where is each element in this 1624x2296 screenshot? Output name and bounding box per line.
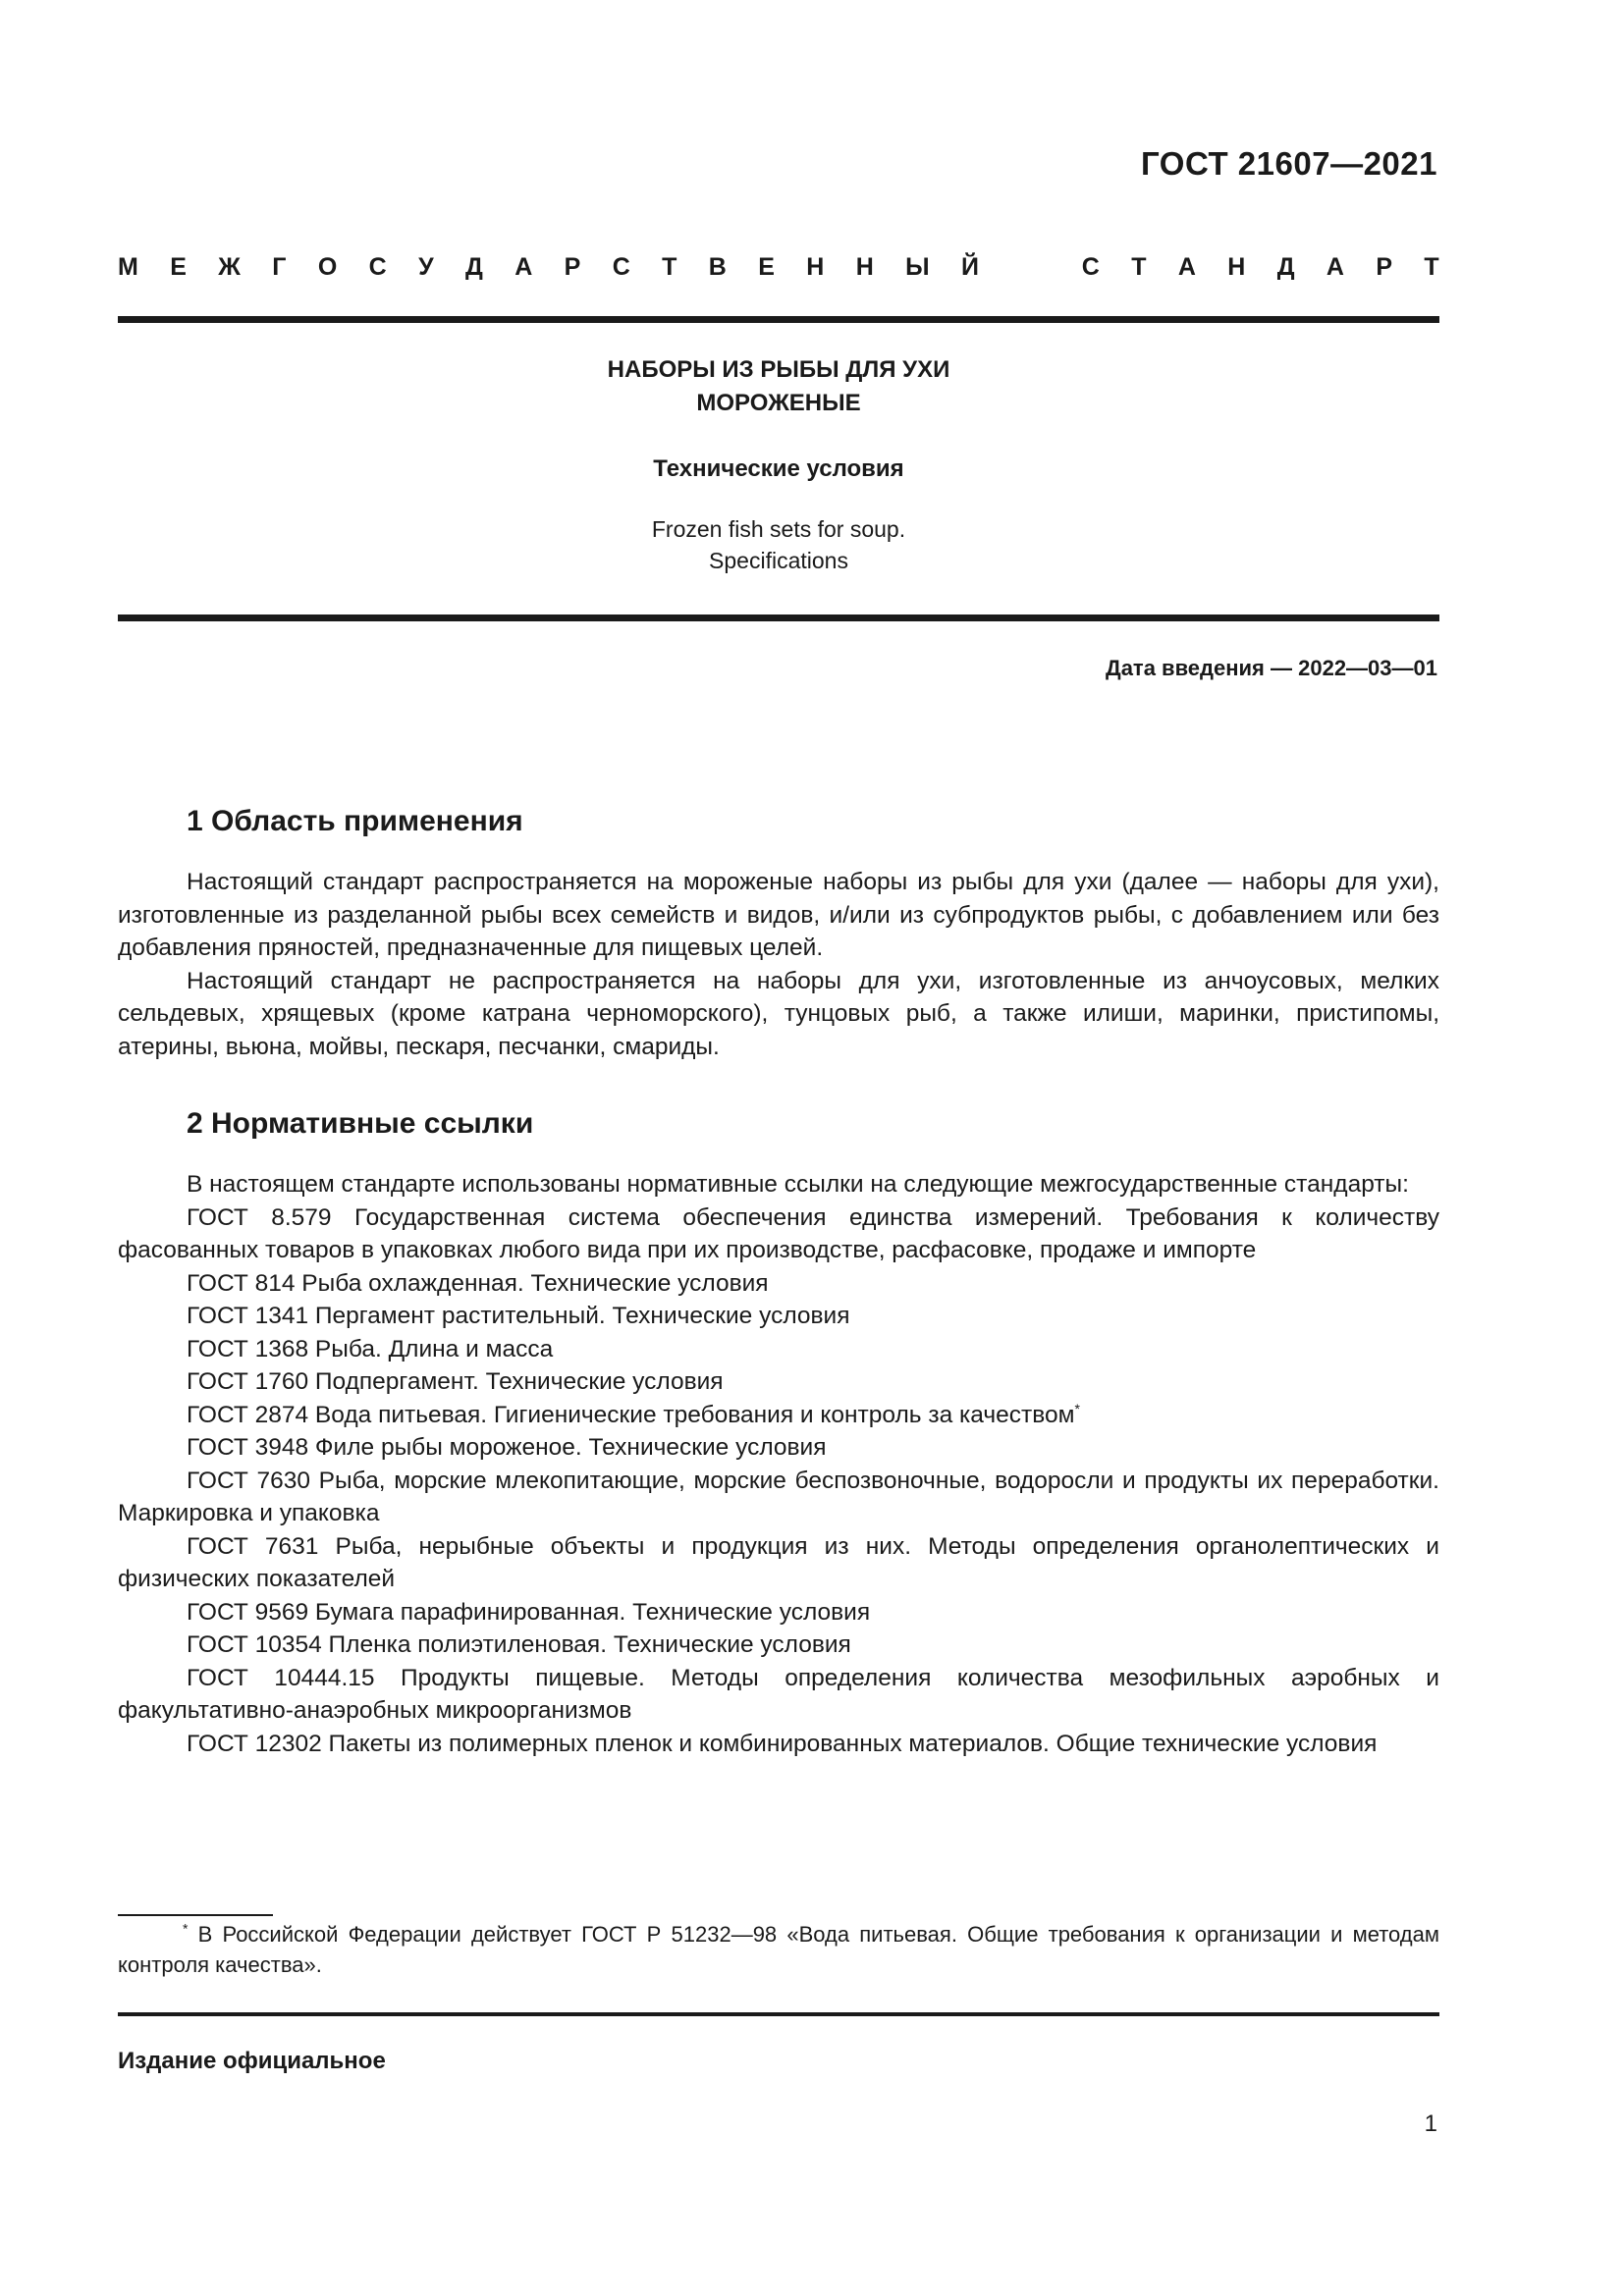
header-letter: В <box>708 253 727 281</box>
top-divider <box>118 316 1439 323</box>
header-letter: Т <box>1131 253 1147 281</box>
bottom-divider <box>118 2012 1439 2016</box>
normative-ref: ГОСТ 814 Рыба охлажденная. Технические условия <box>187 1269 769 1297</box>
title-divider <box>118 614 1439 621</box>
header-letter: Т <box>662 253 677 281</box>
header-letter: Д <box>465 253 483 281</box>
footnote-marker: * <box>183 1920 189 1937</box>
footnote-divider <box>118 1914 273 1916</box>
header-letter: Н <box>855 253 874 281</box>
title-line-2: МОРОЖЕНЫЕ <box>696 390 861 416</box>
header-letter: Г <box>272 253 287 281</box>
section-2-heading: 2 Нормативные ссылки <box>187 1107 534 1140</box>
header-letter: А <box>1326 253 1344 281</box>
header-letter: Н <box>1227 253 1246 281</box>
normative-ref: ГОСТ 1368 Рыба. Длина и масса <box>187 1335 554 1362</box>
english-title-line-2: Specifications <box>709 548 848 573</box>
title-block <box>118 353 1439 420</box>
section-1-paragraph-2: Настоящий стандарт не распространяется на наборы для ухи, изготовленные из анчоусовых, мелких сельдевых, хрящевых (кроме катрана черноморского), тунцовых рыб, а также илиши, маринки, пристипомы, атерины, вьюна, мойвы, пескаря, песчанки, смариды. <box>118 967 1439 1060</box>
standard-type-header <box>118 253 1439 282</box>
header-letter: Р <box>1376 253 1393 281</box>
normative-intro: В настоящем стандарте использованы нормативные ссылки на следующие межгосударственные стандарты: <box>187 1171 1409 1198</box>
header-letter: Е <box>170 253 187 281</box>
footnote-marker[interactable]: * <box>1074 1400 1080 1416</box>
normative-ref: ГОСТ 9569 Бумага парафинированная. Технические условия <box>187 1598 871 1626</box>
normative-ref: ГОСТ 8.579 Государственная система обеспечения единства измерений. Требования к количеству фасованных товаров в упаковках любого вида при их производстве, расфасовке, продаже и импорте <box>118 1203 1439 1263</box>
title-line-1: НАБОРЫ ИЗ РЫБЫ ДЛЯ УХИ <box>607 356 950 383</box>
header-letter: Д <box>1276 253 1295 281</box>
header-letter: С <box>612 253 630 281</box>
header-letter: С <box>368 253 387 281</box>
normative-ref: ГОСТ 10444.15 Продукты пищевые. Методы определения количества мезофильных аэробных и факультативно-анаэробных микроорганизмов <box>118 1664 1439 1724</box>
english-title <box>118 513 1439 576</box>
normative-ref: ГОСТ 1341 Пергамент растительный. Технические условия <box>187 1303 850 1329</box>
header-letter: Ы <box>905 253 930 281</box>
normative-ref-with-footnote <box>118 1399 1439 1432</box>
header-letter: А <box>1177 253 1196 281</box>
gost-number: ГОСТ 21607—2021 <box>1141 145 1437 182</box>
header-letter: С <box>1081 253 1100 281</box>
header-letter: Й <box>961 253 979 281</box>
header-letter: Н <box>806 253 825 281</box>
official-edition-label: Издание официальное <box>118 2048 386 2074</box>
normative-ref: ГОСТ 7630 Рыба, морские млекопитающие, морские беспозвоночные, водоросли и продукты их переработки. Маркировка и упаковка <box>118 1467 1439 1526</box>
normative-ref: ГОСТ 10354 Пленка полиэтиленовая. Технические условия <box>187 1631 851 1658</box>
section-2-body <box>118 1168 1439 1760</box>
section-1-paragraph-1: Настоящий стандарт распространяется на мороженые наборы из рыбы для ухи (далее — наборы для ухи), изготовленные из разделанной рыбы всех семейств и видов, и/или из субпродуктов рыбы, с добавлением или без добавления пряностей, предназначенные для пищевых целей. <box>118 869 1439 961</box>
normative-ref: ГОСТ 1760 Подпергамент. Технические условия <box>187 1368 724 1395</box>
section-1-heading: 1 Область применения <box>187 805 523 837</box>
header-letter: Т <box>1424 253 1439 281</box>
page-number: 1 <box>1424 2110 1437 2137</box>
footnote <box>118 1919 1439 1980</box>
header-letter: М <box>118 253 138 281</box>
english-title-line-1: Frozen fish sets for soup. <box>651 516 906 542</box>
normative-ref: ГОСТ 3948 Филе рыбы мороженое. Технические условия <box>187 1434 827 1461</box>
section-1-body <box>118 866 1439 1063</box>
intro-date: Дата введения — 2022—03—01 <box>1106 656 1437 680</box>
footnote-text: В Российской Федерации действует ГОСТ Р 51232—98 «Вода питьевая. Общие требования к организации и методам контроля качества». <box>118 1922 1439 1977</box>
header-letter: Е <box>758 253 775 281</box>
normative-ref: ГОСТ 7631 Рыба, нерыбные объекты и продукция из них. Методы определения органолептических и физических показателей <box>118 1532 1439 1592</box>
header-letter: У <box>418 253 434 281</box>
header-letter: А <box>514 253 533 281</box>
subtitle: Технические условия <box>653 455 904 482</box>
normative-ref-text: ГОСТ 2874 Вода питьевая. Гигиенические требования и контроль за качеством <box>187 1401 1075 1428</box>
header-letter: О <box>317 253 338 281</box>
normative-ref: ГОСТ 12302 Пакеты из полимерных пленок и комбинированных материалов. Общие технические условия <box>187 1730 1378 1757</box>
header-letter: Ж <box>218 253 241 281</box>
word-gap <box>1010 253 1050 282</box>
header-letter: Р <box>564 253 581 281</box>
